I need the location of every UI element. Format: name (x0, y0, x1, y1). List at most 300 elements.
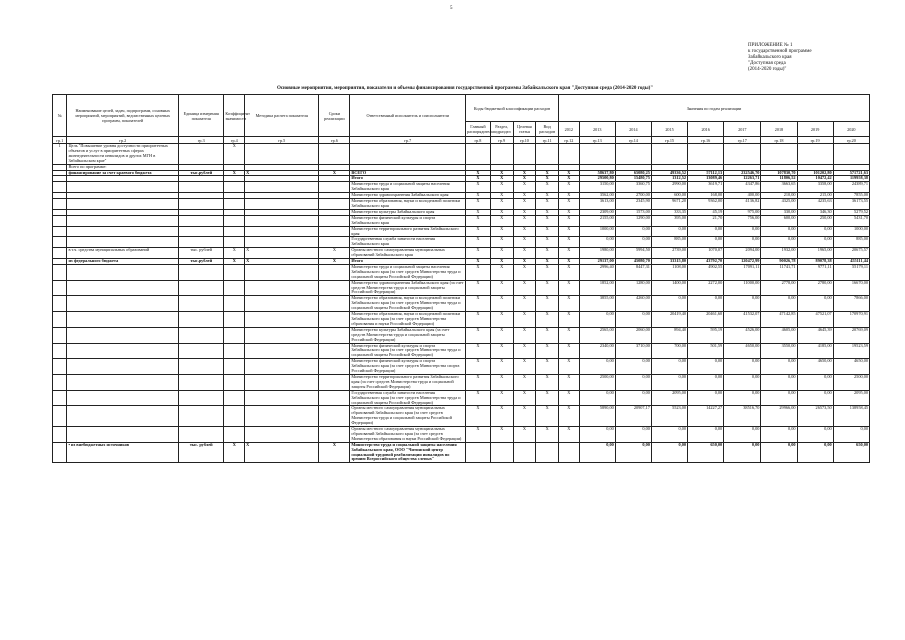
table-cell: 8447,31 (615, 264, 651, 280)
table-cell (245, 144, 319, 165)
table-cell: 0,00 (651, 226, 687, 237)
table-cell: 2095,00 (833, 390, 869, 406)
column-index-cell: гр.8 (466, 137, 491, 144)
header-code-col: Раздел, подраздел (490, 122, 513, 137)
table-cell: X (559, 343, 580, 359)
table-cell (178, 215, 223, 226)
table-cell: 2739,00 (651, 248, 687, 259)
table-cell: X (224, 442, 245, 463)
table-cell: 0,00 (615, 427, 651, 443)
table-cell: из федерального бюджета (67, 259, 179, 265)
table-cell: X (536, 359, 559, 375)
table-cell (53, 406, 67, 427)
table-cell (724, 144, 761, 165)
table-cell: 885,00 (651, 237, 687, 248)
table-header (53, 95, 870, 144)
table-cell (245, 264, 319, 280)
table-cell: 4650,00 (833, 359, 869, 375)
table-cell (245, 427, 319, 443)
table-row (53, 144, 870, 165)
table-cell (53, 215, 67, 226)
table-cell: 501,59 (688, 343, 724, 359)
column-index-cell: гр.17 (724, 137, 761, 144)
table-cell: 0,00 (797, 427, 833, 443)
table-cell: 49336,52 (651, 170, 687, 176)
table-cell: 0,00 (615, 374, 651, 390)
table-cell (178, 237, 223, 248)
table-cell: X (536, 193, 559, 199)
table-cell: Министерство физической культуры и спорта Забайкальского края (350, 215, 466, 226)
table-cell: X (536, 237, 559, 248)
table-cell: 3550,00 (761, 343, 797, 359)
table-cell: 0,00 (615, 312, 651, 328)
table-cell: X (536, 199, 559, 210)
table-cell (833, 144, 869, 165)
table-cell: 571721,63 (833, 170, 869, 176)
table-cell: 0,00 (688, 359, 724, 375)
table-cell: 0,00 (651, 427, 687, 443)
page-number: 5 (450, 6, 453, 11)
table-cell: X (559, 170, 580, 176)
table-cell: 17091,11 (724, 264, 761, 280)
table-cell (761, 144, 797, 165)
column-index-cell: гр.7 (350, 137, 466, 144)
table-row (53, 280, 870, 296)
table-cell: 0,00 (615, 359, 651, 375)
table-cell (53, 327, 67, 343)
header-unit: Единица измерения показателя (178, 95, 223, 137)
table-cell: 595,19 (688, 327, 724, 343)
table-cell (178, 296, 223, 312)
table-cell: X (513, 427, 536, 443)
table-cell (224, 427, 245, 443)
table-cell: 395,00 (651, 215, 687, 226)
table-cell: 0,00 (761, 359, 797, 375)
table-cell: X (490, 359, 513, 375)
table-cell: X (513, 390, 536, 406)
table-cell: 3663,65 (761, 182, 797, 193)
table-cell: X (513, 296, 536, 312)
table-cell: 58637,80 (579, 170, 615, 176)
table-cell (319, 280, 350, 296)
table-cell: X (536, 374, 559, 390)
table-cell: 4235,63 (797, 199, 833, 210)
table-cell: 11741,71 (761, 264, 797, 280)
table-cell: X (466, 390, 491, 406)
table-cell: X (319, 248, 350, 259)
table-row (53, 226, 870, 237)
table-cell: X (466, 193, 491, 199)
table-cell: 3358,00 (797, 182, 833, 193)
table-cell: 756,00 (724, 215, 761, 226)
table-cell: 2060,00 (615, 327, 651, 343)
table-cell: 0,00 (724, 296, 761, 312)
table-cell: X (559, 209, 580, 215)
table-cell: 975,00 (724, 209, 761, 215)
table-cell: 1108,00 (651, 264, 687, 280)
table-cell (224, 374, 245, 390)
table-cell: 36173,55 (833, 199, 869, 210)
table-cell: Органы местного самоуправления муниципальных образований Забайкальского края (350, 248, 466, 259)
table-cell: X (559, 374, 580, 390)
table-cell (53, 427, 67, 443)
table-cell (245, 226, 319, 237)
table-cell: X (466, 406, 491, 427)
table-cell: X (490, 296, 513, 312)
table-cell (178, 327, 223, 343)
table-cell: 33315,80 (651, 259, 687, 265)
table-cell: 89078,38 (797, 259, 833, 265)
table-cell: X (559, 176, 580, 182)
table-cell: X (559, 406, 580, 427)
table-cell: 2565,00 (579, 327, 615, 343)
table-cell: X (513, 170, 536, 176)
table-cell (350, 144, 466, 165)
table-cell (178, 390, 223, 406)
table-cell: X (536, 406, 559, 427)
table-cell: 5279,52 (833, 209, 869, 215)
table-row (53, 182, 870, 193)
header-values: Значения по годам реализации (559, 95, 870, 122)
table-cell: 107830,70 (761, 170, 797, 176)
table-cell: X (490, 248, 513, 259)
table-cell: 1070,07 (688, 248, 724, 259)
table-cell: 9362,00 (688, 199, 724, 210)
table-cell: X (466, 199, 491, 210)
column-index-cell: гр.18 (761, 137, 797, 144)
table-cell: Министерство физической культуры и спорта Забайкальского края (за счет средств Министерства спорта Российской Федерации) (350, 359, 466, 375)
table-cell (67, 427, 179, 443)
table-cell: 43792,70 (688, 259, 724, 265)
table-cell (224, 359, 245, 375)
header-year: 2017 (724, 122, 761, 137)
table-cell: 20675,57 (833, 248, 869, 259)
table-cell: 0,00 (579, 442, 615, 463)
table-cell: X (224, 170, 245, 176)
table-cell: в т.ч. средства муниципальных образований (67, 248, 179, 259)
table-cell (224, 312, 245, 328)
table-cell (245, 280, 319, 296)
table-cell: 1280,00 (615, 280, 651, 296)
table-cell (53, 182, 67, 193)
table-cell: 26573,50 (797, 406, 833, 427)
table-cell: 2778,00 (761, 280, 797, 296)
table-cell: • из внебюджетных источников (67, 442, 179, 463)
table-cell: 0,00 (797, 226, 833, 237)
table-cell: 0,00 (688, 390, 724, 406)
table-cell: 0,00 (615, 390, 651, 406)
table-cell (178, 406, 223, 427)
table-cell: Цель "Повышение уровня доступности приоритетных объектов и услуг в приоритетных сферах жизнедеятельности инвалидов и других МГН в Забайкальском крае" (67, 144, 179, 165)
table-cell: 0,00 (761, 237, 797, 248)
table-cell (53, 264, 67, 280)
table-cell: 16670,00 (833, 280, 869, 296)
table-cell: X (466, 259, 491, 265)
table-cell: 38516,70 (724, 406, 761, 427)
table-cell (559, 144, 580, 165)
table-cell: 101202,80 (797, 170, 833, 176)
table-cell: 0,00 (688, 237, 724, 248)
table-cell (67, 390, 179, 406)
table-cell: 0,00 (724, 427, 761, 443)
table-cell (224, 199, 245, 210)
table-cell: 3710,00 (615, 343, 651, 359)
table-cell (245, 237, 319, 248)
table-cell: 333,35 (651, 209, 687, 215)
table-row (53, 215, 870, 226)
table-cell: 0,00 (579, 359, 615, 375)
table-cell: X (536, 343, 559, 359)
table-cell: 0,00 (724, 390, 761, 406)
table-cell: 0,00 (651, 359, 687, 375)
table-cell: 119958,38 (833, 176, 869, 182)
table-body (53, 144, 870, 463)
table-cell (490, 144, 513, 165)
table-cell: 7866,00 (833, 296, 869, 312)
table-cell (224, 264, 245, 280)
table-cell: 20461,60 (688, 312, 724, 328)
table-cell: 346,30 (797, 209, 833, 215)
table-cell: 0,00 (651, 296, 687, 312)
table-cell: X (490, 176, 513, 182)
table-cell: 2500,00 (833, 374, 869, 390)
table-cell: X (559, 259, 580, 265)
table-cell (536, 442, 559, 463)
table-cell: 2500,00 (579, 374, 615, 390)
table-cell: 4645,39 (797, 327, 833, 343)
table-cell (224, 406, 245, 427)
table-cell: X (559, 280, 580, 296)
table-cell: 120472,99 (724, 259, 761, 265)
table-cell: 24389,71 (833, 182, 869, 193)
table-cell: 700,00 (651, 343, 687, 359)
table-cell: тыс. рублей (178, 442, 223, 463)
table-cell: X (466, 226, 491, 237)
table-cell: X (559, 248, 580, 259)
table-cell: X (490, 264, 513, 280)
table-cell: X (513, 406, 536, 427)
table-cell: X (513, 259, 536, 265)
table-cell (319, 226, 350, 237)
table-cell: 29500,80 (579, 176, 615, 182)
table-cell: X (466, 359, 491, 375)
table-cell (245, 390, 319, 406)
table-cell (224, 280, 245, 296)
appendix-line: к государственной программе (748, 49, 812, 54)
table-row (53, 199, 870, 210)
table-cell (536, 144, 559, 165)
table-cell (53, 312, 67, 328)
table-cell (245, 327, 319, 343)
table-cell: X (559, 427, 580, 443)
table-cell (319, 215, 350, 226)
table-cell: 0,00 (688, 427, 724, 443)
table-cell: 1000,00 (833, 226, 869, 237)
table-cell (178, 199, 223, 210)
header-year: 2018 (761, 122, 797, 137)
table-cell (245, 215, 319, 226)
table-cell: X (466, 312, 491, 328)
table-cell (245, 406, 319, 427)
table-cell: 170970,91 (833, 312, 869, 328)
table-cell (319, 390, 350, 406)
table-cell: X (513, 215, 536, 226)
table-cell: Министерство образования, науки и молодежной политики Забайкальского края (за счет средств Министерства труда и социальной защиты Российской Федерации) (350, 296, 466, 312)
table-cell: 29966,00 (761, 406, 797, 427)
table-cell (53, 226, 67, 237)
table-cell: 45080,70 (615, 259, 651, 265)
header-year: 2012 (559, 122, 580, 137)
table-cell (178, 182, 223, 193)
table-cell: 138958,45 (833, 406, 869, 427)
table-cell: X (466, 280, 491, 296)
table-cell: 0,00 (579, 427, 615, 443)
table-cell: X (490, 215, 513, 226)
table-cell: 29137,00 (579, 259, 615, 265)
table-cell: X (513, 280, 536, 296)
table-cell: Органы местного самоуправления муниципальных образований Забайкальского края (за счет средств Министерства образования и науки Российской Федерации) (350, 427, 466, 443)
table-cell: 232546,70 (724, 170, 761, 176)
table-cell: X (559, 215, 580, 226)
table-cell (245, 359, 319, 375)
table-cell: 2272,00 (688, 280, 724, 296)
column-index-cell: гр.3 (178, 137, 223, 144)
table-cell (245, 182, 319, 193)
column-index-cell: гр.11 (536, 137, 559, 144)
table-cell: 0,00 (761, 226, 797, 237)
table-cell (319, 312, 350, 328)
table-cell (53, 343, 67, 359)
table-cell (224, 296, 245, 312)
table-cell: 885,00 (833, 237, 869, 248)
table-cell (178, 343, 223, 359)
table-cell: Министерство культуры Забайкальского края (350, 209, 466, 215)
table-cell: X (319, 259, 350, 265)
table-cell: X (490, 226, 513, 237)
table-cell: 0,00 (615, 237, 651, 248)
table-cell (466, 442, 491, 463)
column-index-cell: гр.6 (319, 137, 350, 144)
header-num: № (53, 95, 67, 137)
column-index-cell: гр.12 (559, 137, 580, 144)
table-cell: 650,00 (688, 442, 724, 463)
table-cell: X (513, 199, 536, 210)
table-cell (67, 374, 179, 390)
table-cell (53, 442, 67, 463)
table-cell: Министерство территориального развития Забайкальского края (за счет средств Министерства труда и социальной защиты Российской Федерации) (350, 374, 466, 390)
table-cell: X (466, 343, 491, 359)
table-cell: 0,00 (797, 237, 833, 248)
table-cell: 0,00 (761, 390, 797, 406)
table-cell: 0,00 (688, 296, 724, 312)
table-cell (224, 343, 245, 359)
table-cell: X (536, 248, 559, 259)
table-cell: 1980,00 (579, 248, 615, 259)
table-row (53, 406, 870, 427)
table-cell: тыс. рублей (178, 248, 223, 259)
table-cell: Итого (350, 176, 466, 182)
table-cell: 0,00 (761, 427, 797, 443)
table-cell: 55179,11 (833, 264, 869, 280)
table-cell: 250,00 (797, 215, 833, 226)
table-cell (319, 237, 350, 248)
table-cell: X (466, 209, 491, 215)
table-row (53, 327, 870, 343)
table-cell: X (490, 327, 513, 343)
program-table (52, 94, 870, 463)
table-cell: тыс.рублей (178, 259, 223, 265)
table-cell (53, 390, 67, 406)
table-cell: X (513, 248, 536, 259)
table-cell: 168,00 (688, 193, 724, 199)
table-cell (178, 226, 223, 237)
table-cell: 0,00 (797, 390, 833, 406)
table-cell: финансирование за счет краевого бюджета (67, 170, 179, 176)
table-cell: X (559, 264, 580, 280)
table-cell: 5431,70 (833, 215, 869, 226)
table-cell: Министерство образования, науки и молодежной политики Забайкальского края (350, 199, 466, 210)
table-cell: X (245, 259, 319, 265)
table-cell: Министерство здравоохранения Забайкальского края (350, 193, 466, 199)
table-cell: 5994,50 (615, 248, 651, 259)
table-cell: 0,00 (651, 442, 687, 463)
header-name: Наименование целей, задач, подпрограмм, основных мероприятий, мероприятий, ведомственных целевых программ, показателей (67, 95, 179, 137)
table-cell: X (513, 176, 536, 182)
table-cell: X (513, 226, 536, 237)
table-cell (224, 390, 245, 406)
table-cell: ВСЕГО (350, 170, 466, 176)
table-cell: 210,00 (761, 193, 797, 199)
table-cell: X (513, 327, 536, 343)
table-cell (559, 442, 580, 463)
table-cell: 0,00 (797, 296, 833, 312)
column-index-cell: гр.2 (67, 137, 179, 144)
header-year: 2016 (688, 122, 724, 137)
table-cell (245, 343, 319, 359)
column-index-cell: гр.4 (224, 137, 245, 144)
table-cell: 0,00 (797, 442, 833, 463)
table-cell (178, 144, 223, 165)
table-cell: 57112,13 (688, 170, 724, 176)
column-index-cell: гр.19 (797, 137, 833, 144)
table-cell: 600,00 (761, 215, 797, 226)
table-cell: 0,00 (761, 374, 797, 390)
table-cell: 4260,00 (615, 296, 651, 312)
table-cell: X (559, 327, 580, 343)
table-cell: 20419,40 (651, 312, 687, 328)
table-cell (178, 264, 223, 280)
table-cell: 1852,00 (579, 280, 615, 296)
table-cell: X (536, 327, 559, 343)
table-cell: X (513, 237, 536, 248)
table-cell: 0,00 (615, 442, 651, 463)
table-cell: X (513, 182, 536, 193)
table-cell: 4650,00 (724, 343, 761, 359)
table-cell: 455111,44 (833, 259, 869, 265)
table-cell: 4526,00 (724, 327, 761, 343)
table-cell: 2309,00 (579, 209, 615, 215)
table-cell: 11000,00 (724, 280, 761, 296)
table-cell: Министерство физической культуры и спорта Забайкальского края (за счет средств Министерства труда и социальной защиты Российской Федерации) (350, 343, 466, 359)
table-cell: Министерство образования, науки и молодежной политики Забайкальского края (за счет средств Министерства образования и науки Российской Федерации) (350, 312, 466, 328)
table-cell: 2345,90 (615, 199, 651, 210)
table-cell (319, 359, 350, 375)
table-cell: 15480,75 (615, 176, 651, 182)
table-cell: 2095,00 (651, 390, 687, 406)
table-cell: Министерство территориального развития Забайкальского края (350, 226, 466, 237)
table-cell: X (559, 312, 580, 328)
table-cell: 600,00 (651, 193, 687, 199)
